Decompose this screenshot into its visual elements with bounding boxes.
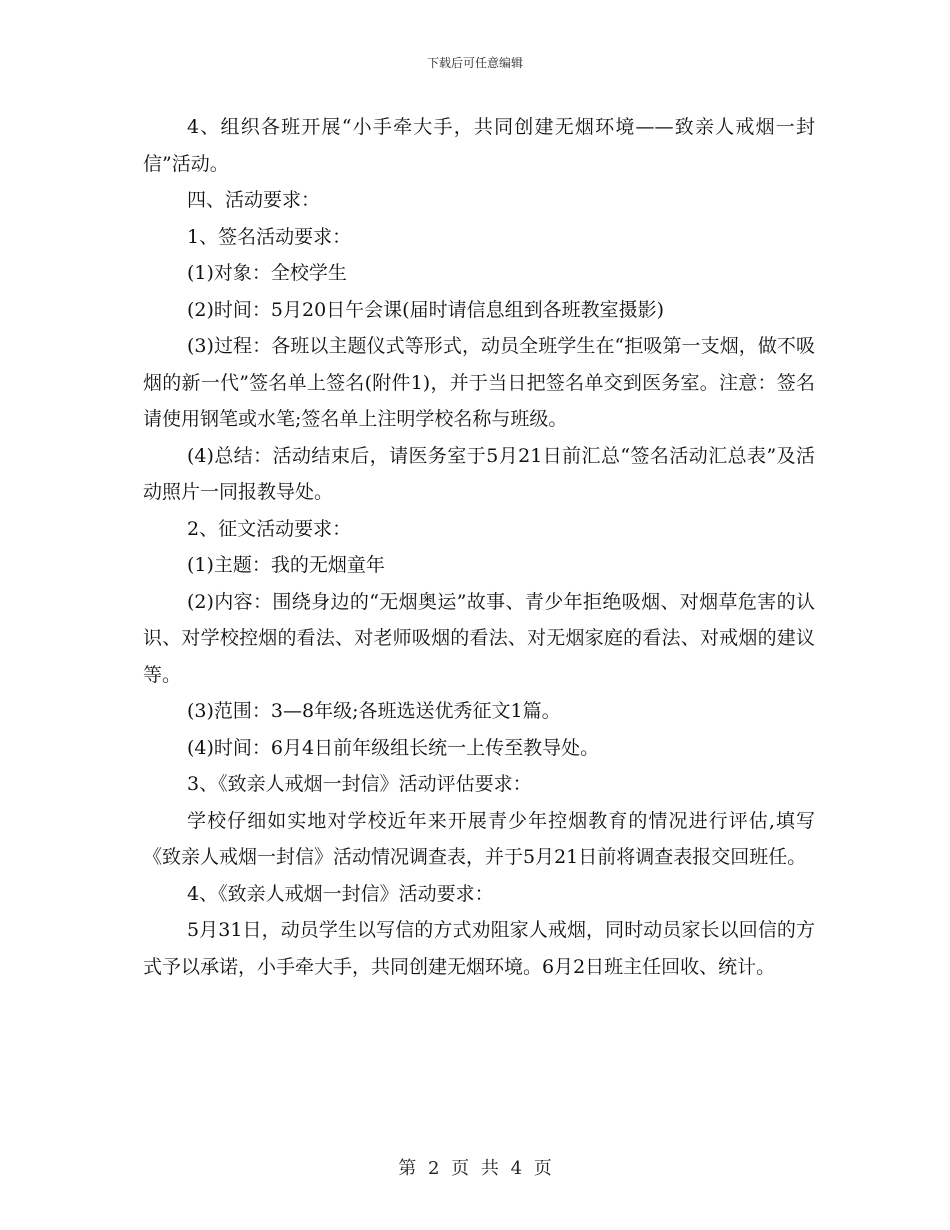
signature-summary: (4)总结：活动结束后，请医务室于5月21日前汇总“签名活动汇总表”及活动照片一同报教导处。 [143, 444, 815, 503]
essay-content: (2)内容：围绕身边的“无烟奥运”故事、青少年拒绝吸烟、对烟草危害的认识、对学校控烟的看法、对老师吸烟的看法、对无烟家庭的看法、对戒烟的建议等。 [143, 590, 815, 686]
signature-target: (1)对象：全校学生 [187, 262, 347, 284]
letter-activity-body: 5月31日，动员学生以写信的方式劝阻家人戒烟，同时动员家长以回信的方式予以承诺，小手牵大手，共同创建无烟环境。6月2日班主任回收、统计。 [143, 919, 815, 978]
subheading-signature: 1、签名活动要求： [187, 225, 352, 248]
page-header: 下载后可任意编辑 [426, 56, 523, 70]
paragraph-activity-4: 4、组织各班开展“小手牵大手，共同创建无烟环境——致亲人戒烟一封信”活动。 [143, 116, 815, 175]
document-body [143, 109, 815, 985]
essay-scope: (3)范围：3—8年级;各班选送优秀征文1篇。 [187, 700, 561, 722]
subheading-letter-activity: 4、《致亲人戒烟一封信》活动要求： [187, 882, 494, 905]
signature-time: (2)时间：5月20日午会课(届时请信息组到各班教室摄影) [187, 298, 665, 321]
subheading-essay: 2、征文活动要求： [187, 517, 352, 540]
page-number: 第 2 页 共 4 页 [398, 1158, 552, 1179]
letter-evaluation-body: 学校仔细如实地对学校近年来开展青少年控烟教育的情况进行评估,填写《致亲人戒烟一封信》活动情况调查表，并于5月21日前将调查表报交回班任。 [143, 809, 815, 868]
subheading-letter-evaluation: 3、《致亲人戒烟一封信》活动评估要求： [187, 773, 532, 795]
signature-process: (3)过程：各班以主题仪式等形式，动员全班学生在“拒吸第一支烟，做不吸烟的新一代”签名单上签名(附件1)，并于当日把签名单交到医务室。注意：签名请使用钢笔或水笔;签名单上注明学校名称与班级。 [143, 335, 815, 430]
essay-theme: (1)主题：我的无烟童年 [187, 554, 385, 576]
essay-time: (4)时间：6月4日前年级组长统一上传至教导处。 [187, 736, 600, 759]
section-heading-requirements: 四、活动要求： [187, 189, 321, 211]
